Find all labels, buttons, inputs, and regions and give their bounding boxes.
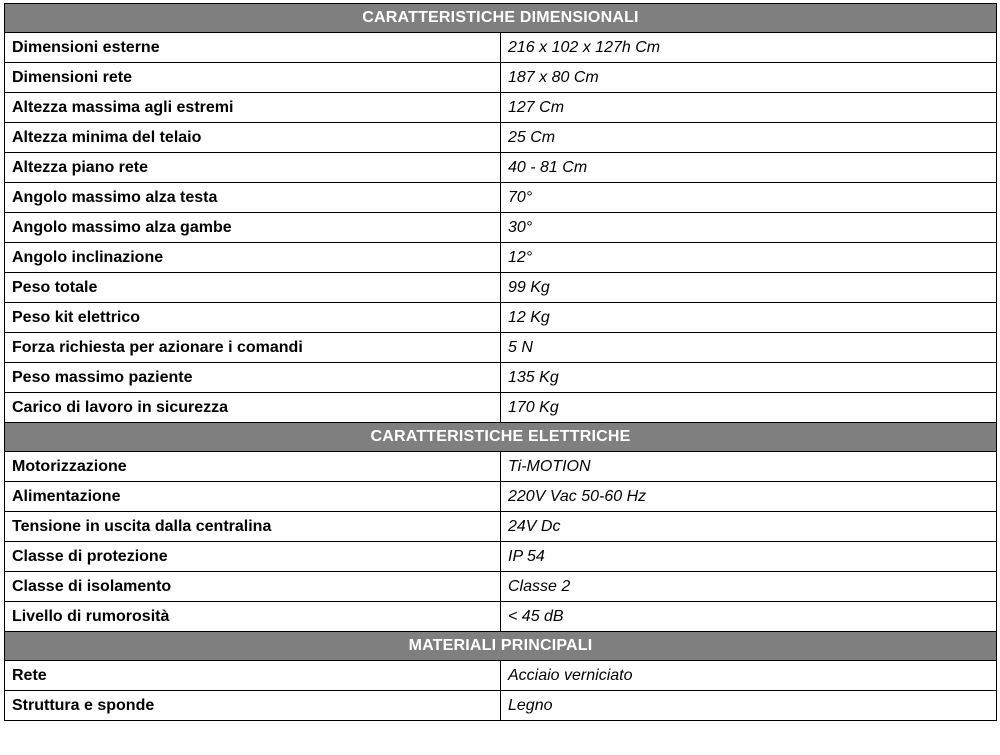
table-row [5, 661, 997, 691]
section-title: CARATTERISTICHE DIMENSIONALI [5, 4, 997, 33]
spec-value: 40 - 81 Cm [501, 153, 997, 183]
spec-label: Angolo massimo alza testa [5, 183, 501, 213]
table-row [5, 572, 997, 602]
spec-value: 24V Dc [501, 512, 997, 542]
spec-value: 220V Vac 50-60 Hz [501, 482, 997, 512]
table-row [5, 33, 997, 63]
table-row [5, 123, 997, 153]
spec-value: 12 Kg [501, 303, 997, 333]
specifications-table [4, 3, 997, 721]
spec-value: 187 x 80 Cm [501, 63, 997, 93]
table-row [5, 691, 997, 721]
spec-label: Angolo massimo alza gambe [5, 213, 501, 243]
spec-label: Peso massimo paziente [5, 363, 501, 393]
table-row [5, 512, 997, 542]
section-title: MATERIALI PRINCIPALI [5, 632, 997, 661]
spec-label: Peso kit elettrico [5, 303, 501, 333]
section-header-row [5, 423, 997, 452]
table-row [5, 63, 997, 93]
spec-value: 99 Kg [501, 273, 997, 303]
spec-label: Altezza minima del telaio [5, 123, 501, 153]
spec-label: Classe di protezione [5, 542, 501, 572]
spec-value: Acciaio verniciato [501, 661, 997, 691]
table-row [5, 602, 997, 632]
spec-value: 25 Cm [501, 123, 997, 153]
spec-label: Rete [5, 661, 501, 691]
spec-label: Classe di isolamento [5, 572, 501, 602]
spec-value: 30° [501, 213, 997, 243]
spec-label: Altezza massima agli estremi [5, 93, 501, 123]
spec-label: Angolo inclinazione [5, 243, 501, 273]
table-row [5, 273, 997, 303]
spec-label: Forza richiesta per azionare i comandi [5, 333, 501, 363]
section-header-row [5, 632, 997, 661]
table-row [5, 153, 997, 183]
spec-value: 5 N [501, 333, 997, 363]
specifications-table-body [5, 4, 997, 721]
section-header-row [5, 4, 997, 33]
spec-label: Struttura e sponde [5, 691, 501, 721]
spec-value: Ti-MOTION [501, 452, 997, 482]
spec-label: Dimensioni esterne [5, 33, 501, 63]
table-row [5, 482, 997, 512]
section-title: CARATTERISTICHE ELETTRICHE [5, 423, 997, 452]
spec-label: Dimensioni rete [5, 63, 501, 93]
spec-value: 12° [501, 243, 997, 273]
table-row [5, 333, 997, 363]
spec-label: Peso totale [5, 273, 501, 303]
spec-label: Altezza piano rete [5, 153, 501, 183]
spec-value: < 45 dB [501, 602, 997, 632]
spec-value: 170 Kg [501, 393, 997, 423]
table-row [5, 542, 997, 572]
spec-value: 216 x 102 x 127h Cm [501, 33, 997, 63]
spec-value: 70° [501, 183, 997, 213]
spec-value: Legno [501, 691, 997, 721]
spec-value: IP 54 [501, 542, 997, 572]
spec-value: 135 Kg [501, 363, 997, 393]
spec-label: Carico di lavoro in sicurezza [5, 393, 501, 423]
spec-label: Livello di rumorosità [5, 602, 501, 632]
table-row [5, 363, 997, 393]
table-row [5, 243, 997, 273]
table-row [5, 393, 997, 423]
table-row [5, 213, 997, 243]
spec-value: Classe 2 [501, 572, 997, 602]
table-row [5, 303, 997, 333]
spec-value: 127 Cm [501, 93, 997, 123]
table-row [5, 93, 997, 123]
table-row [5, 183, 997, 213]
table-row [5, 452, 997, 482]
spec-label: Alimentazione [5, 482, 501, 512]
spec-label: Tensione in uscita dalla centralina [5, 512, 501, 542]
spec-label: Motorizzazione [5, 452, 501, 482]
